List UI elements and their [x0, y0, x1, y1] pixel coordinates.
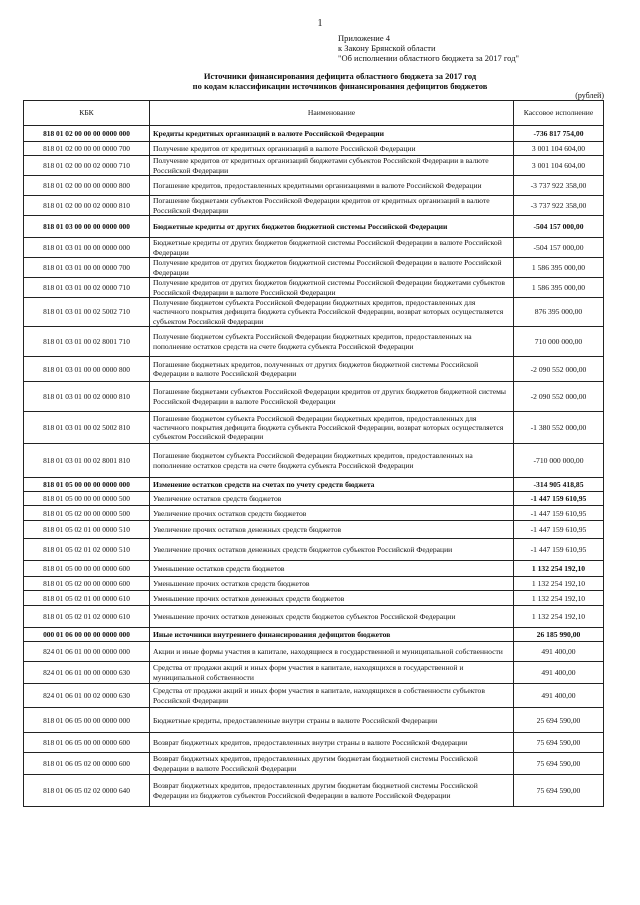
- kbk-cell: 818 01 06 05 00 00 0000 000: [24, 708, 150, 733]
- name-cell: Уменьшение прочих остатков денежных средств бюджетов субъектов Российской Федерации: [150, 606, 514, 628]
- kbk-cell: 818 01 05 02 01 02 0000 510: [24, 539, 150, 561]
- amount-cell: -3 737 922 358,00: [514, 196, 604, 216]
- name-cell: Погашение бюджетами субъектов Российской Федерации кредитов от других бюджетов бюджетной системы Российской Федерации в валюте Российской Федерации: [150, 382, 514, 412]
- kbk-cell: 818 01 02 00 00 02 0000 710: [24, 156, 150, 176]
- kbk-cell: 824 01 06 01 00 02 0000 630: [24, 684, 150, 708]
- kbk-cell: 818 01 05 02 01 00 0000 610: [24, 591, 150, 606]
- kbk-cell: 818 01 06 05 02 00 0000 600: [24, 753, 150, 775]
- amount-cell: -736 817 754,00: [514, 126, 604, 142]
- amount-cell: 26 185 990,00: [514, 628, 604, 642]
- amount-cell: -1 447 159 610,95: [514, 539, 604, 561]
- amount-cell: 1 586 395 000,00: [514, 258, 604, 278]
- table-row: [24, 176, 604, 196]
- name-cell: Увеличение прочих остатков денежных средств бюджетов: [150, 521, 514, 539]
- table-row: [24, 577, 604, 591]
- table-row: [24, 156, 604, 176]
- kbk-cell: 818 01 05 02 01 02 0000 610: [24, 606, 150, 628]
- name-cell: Иные источники внутреннего финансирования дефицитов бюджетов: [150, 628, 514, 642]
- name-cell: Получение кредитов от кредитных организаций в валюте Российской Федерации: [150, 142, 514, 156]
- name-cell: Бюджетные кредиты от других бюджетов бюджетной системы Российской Федерации: [150, 216, 514, 238]
- table-row: [24, 412, 604, 444]
- kbk-cell: 818 01 05 02 00 00 0000 600: [24, 577, 150, 591]
- amount-cell: 1 132 254 192,10: [514, 561, 604, 577]
- table-row: [24, 628, 604, 642]
- name-cell: Изменение остатков средств на счетах по учету средств бюджета: [150, 478, 514, 492]
- amount-cell: 75 694 590,00: [514, 733, 604, 753]
- amount-cell: -1 447 159 610,95: [514, 506, 604, 521]
- kbk-cell: 824 01 06 01 00 00 0000 000: [24, 642, 150, 662]
- kbk-cell: 818 01 05 00 00 00 0000 500: [24, 492, 150, 506]
- table-row: [24, 561, 604, 577]
- kbk-cell: 818 01 05 00 00 00 0000 600: [24, 561, 150, 577]
- name-cell: Уменьшение прочих остатков денежных средств бюджетов: [150, 591, 514, 606]
- table-row: [24, 539, 604, 561]
- amount-cell: -504 157 000,00: [514, 238, 604, 258]
- table-row: [24, 492, 604, 506]
- amount-cell: -1 380 552 000,00: [514, 412, 604, 444]
- table-row: [24, 521, 604, 539]
- amount-cell: 1 586 395 000,00: [514, 278, 604, 298]
- amount-cell: 75 694 590,00: [514, 753, 604, 775]
- amount-cell: 1 132 254 192,10: [514, 577, 604, 591]
- table-row: [24, 591, 604, 606]
- name-cell: Средства от продажи акций и иных форм участия в капитале, находящихся в собственности субъектов Российской Федерации: [150, 684, 514, 708]
- table-row: [24, 662, 604, 684]
- header-amount: Кассовое исполнение: [514, 101, 604, 126]
- kbk-cell: 818 01 03 01 00 02 8001 810: [24, 444, 150, 478]
- name-cell: Бюджетные кредиты от других бюджетов бюджетной системы Российской Федерации в валюте Российской Федерации: [150, 238, 514, 258]
- table-row: [24, 478, 604, 492]
- name-cell: Погашение бюджетных кредитов, полученных от других бюджетов бюджетной системы Российской Федерации в валюте Российской Федерации: [150, 357, 514, 382]
- amount-cell: -504 157 000,00: [514, 216, 604, 238]
- title-line-1: Источники финансирования дефицита областного бюджета за 2017 год: [203, 71, 477, 81]
- units-label: (рублей): [575, 91, 604, 100]
- table-row: [24, 278, 604, 298]
- kbk-cell: 818 01 03 01 00 02 5002 710: [24, 298, 150, 327]
- name-cell: Возврат бюджетных кредитов, предоставленных внутри страны в валюте Российской Федерации: [150, 733, 514, 753]
- header-kbk: КБК: [24, 101, 150, 126]
- table-row: [24, 382, 604, 412]
- name-cell: Получение бюджетом субъекта Российской Федерации бюджетных кредитов, предоставленных на пополнение остатков средств на счете бюджета субъекта Российской Федерации: [150, 327, 514, 357]
- kbk-cell: 818 01 03 01 00 00 0000 700: [24, 258, 150, 278]
- kbk-cell: 818 01 05 02 00 00 0000 500: [24, 506, 150, 521]
- table-row: [24, 733, 604, 753]
- kbk-cell: 818 01 03 00 00 00 0000 000: [24, 216, 150, 238]
- kbk-cell: 818 01 05 00 00 00 0000 000: [24, 478, 150, 492]
- amount-cell: 491 400,00: [514, 662, 604, 684]
- amount-cell: 1 132 254 192,10: [514, 591, 604, 606]
- table-row: [24, 196, 604, 216]
- table-row: [24, 258, 604, 278]
- name-cell: Увеличение прочих остатков средств бюджетов: [150, 506, 514, 521]
- name-cell: Получение кредитов от кредитных организаций бюджетами субъектов Российской Федерации в валюте Российской Федерации: [150, 156, 514, 176]
- kbk-cell: 818 01 02 00 00 02 0000 810: [24, 196, 150, 216]
- kbk-cell: 818 01 02 00 00 00 0000 700: [24, 142, 150, 156]
- table-row: [24, 775, 604, 807]
- kbk-cell: 818 01 02 00 00 00 0000 800: [24, 176, 150, 196]
- table-row: [24, 357, 604, 382]
- kbk-cell: 818 01 02 00 00 00 0000 000: [24, 126, 150, 142]
- table-row: [24, 753, 604, 775]
- table-row: [24, 142, 604, 156]
- table-row: [24, 506, 604, 521]
- financing-sources-table: [23, 100, 604, 807]
- table-row: [24, 642, 604, 662]
- amount-cell: -1 447 159 610,95: [514, 521, 604, 539]
- name-cell: Уменьшение остатков средств бюджетов: [150, 561, 514, 577]
- amount-cell: -2 090 552 000,00: [514, 382, 604, 412]
- name-cell: Погашение бюджетом субъекта Российской Федерации бюджетных кредитов, предоставленных для частичного покрытия дефицита бюджета субъекта Российской Федерации, возврат которых осуществляется субъектом Российской Федерации: [150, 412, 514, 444]
- table-body: [24, 126, 604, 807]
- table-row: [24, 684, 604, 708]
- name-cell: Уменьшение прочих остатков средств бюджетов: [150, 577, 514, 591]
- amount-cell: -1 447 159 610,95: [514, 492, 604, 506]
- amount-cell: -3 737 922 358,00: [514, 176, 604, 196]
- name-cell: Кредиты кредитных организаций в валюте Российской Федерации: [150, 126, 514, 142]
- header-name: Наименование: [150, 101, 514, 126]
- name-cell: Получение кредитов от других бюджетов бюджетной системы Российской Федерации бюджетами субъектов Российской Федерации в валюте Российской Федерации: [150, 278, 514, 298]
- amount-cell: 3 001 104 604,00: [514, 142, 604, 156]
- kbk-cell: 818 01 03 01 00 00 0000 800: [24, 357, 150, 382]
- table-row: [24, 327, 604, 357]
- table-row: [24, 708, 604, 733]
- amount-cell: 876 395 000,00: [514, 298, 604, 327]
- amount-cell: 710 000 000,00: [514, 327, 604, 357]
- table-row: [24, 298, 604, 327]
- page-number: 1: [317, 18, 323, 29]
- table-row: [24, 126, 604, 142]
- table-row: [24, 216, 604, 238]
- kbk-cell: 824 01 06 01 00 00 0000 630: [24, 662, 150, 684]
- amount-cell: 25 694 590,00: [514, 708, 604, 733]
- name-cell: Бюджетные кредиты, предоставленные внутри страны в валюте Российской Федерации: [150, 708, 514, 733]
- name-cell: Погашение кредитов, предоставленных кредитными организациями в валюте Российской Федерации: [150, 176, 514, 196]
- name-cell: Возврат бюджетных кредитов, предоставленных другим бюджетам бюджетной системы Российской Федерации в валюте Российской Федерации: [150, 753, 514, 775]
- name-cell: Увеличение прочих остатков денежных средств бюджетов субъектов Российской Федерации: [150, 539, 514, 561]
- name-cell: Погашение бюджетом субъекта Российской Федерации бюджетных кредитов, предоставленных на пополнение остатков средств на счете бюджета субъекта Российской Федерации: [150, 444, 514, 478]
- name-cell: Увеличение остатков средств бюджетов: [150, 492, 514, 506]
- kbk-cell: 818 01 03 01 00 02 0000 710: [24, 278, 150, 298]
- kbk-cell: 818 01 03 01 00 02 8001 710: [24, 327, 150, 357]
- amount-cell: -2 090 552 000,00: [514, 357, 604, 382]
- name-cell: Получение бюджетом субъекта Российской Федерации бюджетных кредитов, предоставленных для частичного покрытия дефицита бюджета субъекта Российской Федерации, возврат которых осуществляется субъектом Российской Федерации: [150, 298, 514, 327]
- amount-cell: -710 000 000,00: [514, 444, 604, 478]
- title-line-2: по кодам классификации источников финансирования дефицитов бюджетов: [192, 81, 488, 91]
- amount-cell: 75 694 590,00: [514, 775, 604, 807]
- kbk-cell: 818 01 03 01 00 00 0000 000: [24, 238, 150, 258]
- name-cell: Средства от продажи акций и иных форм участия в капитале, находящихся в государственной и муниципальной собственности: [150, 662, 514, 684]
- name-cell: Акции и иные формы участия в капитале, находящиеся в государственной и муниципальной собственности: [150, 642, 514, 662]
- appendix-line-2: к Закону Брянской области: [338, 43, 436, 53]
- table-row: [24, 606, 604, 628]
- kbk-cell: 818 01 03 01 00 02 5002 810: [24, 412, 150, 444]
- amount-cell: 491 400,00: [514, 642, 604, 662]
- appendix-block: [338, 33, 519, 63]
- kbk-cell: 000 01 06 00 00 00 0000 000: [24, 628, 150, 642]
- name-cell: Погашение бюджетами субъектов Российской Федерации кредитов от кредитных организаций в валюте Российской Федерации: [150, 196, 514, 216]
- kbk-cell: 818 01 06 05 00 00 0000 600: [24, 733, 150, 753]
- amount-cell: 491 400,00: [514, 684, 604, 708]
- kbk-cell: 818 01 05 02 01 00 0000 510: [24, 521, 150, 539]
- table-row: [24, 444, 604, 478]
- name-cell: Возврат бюджетных кредитов, предоставленных другим бюджетам бюджетной системы Российской Федерации из бюджетов субъектов Российской Федерации в валюте Российской Федерации: [150, 775, 514, 807]
- amount-cell: 1 132 254 192,10: [514, 606, 604, 628]
- table-row: [24, 238, 604, 258]
- kbk-cell: 818 01 06 05 02 02 0000 640: [24, 775, 150, 807]
- appendix-line-3: "Об исполнении областного бюджета за 2017 год": [338, 53, 519, 63]
- amount-cell: -314 905 418,85: [514, 478, 604, 492]
- amount-cell: 3 001 104 604,00: [514, 156, 604, 176]
- name-cell: Получение кредитов от других бюджетов бюджетной системы Российской Федерации в валюте Российской Федерации: [150, 258, 514, 278]
- table-header-row: [24, 101, 604, 126]
- appendix-line-1: Приложение 4: [338, 33, 390, 43]
- document-title: [120, 71, 560, 91]
- kbk-cell: 818 01 03 01 00 02 0000 810: [24, 382, 150, 412]
